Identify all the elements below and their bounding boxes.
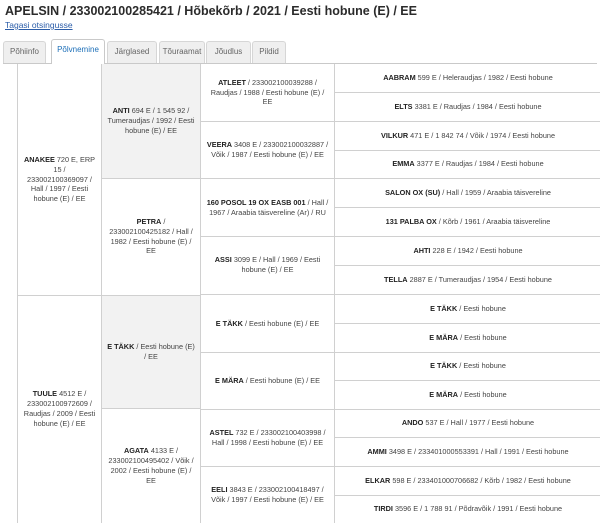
row-divider (335, 495, 600, 496)
pedigree-gen4-15[interactable] (335, 466, 600, 495)
page-title: APELSIN / 233002100285421 / Hõbekõrb / 2021 / Eesti hobune (E) / EE (5, 4, 417, 18)
pedigree-gen4-11[interactable] (335, 352, 600, 380)
horse-info: 2887 E / Tumeraudjas / 1954 / Eesti hobune (407, 274, 552, 284)
pedigree-gen4-8[interactable] (335, 265, 600, 294)
pedigree-gen3-1[interactable] (201, 64, 334, 121)
horse-info: / Eesti hobune (E) / EE (134, 341, 195, 361)
horse-info: 732 E / 233002100403998 / Hall / 1998 / Eesti hobune (E) / EE (211, 427, 326, 447)
row-divider (335, 121, 600, 122)
horse-info: / Kõrb / 1961 / Araabia täisvereline (436, 216, 551, 226)
horse-info: / Eesti hobune (458, 332, 507, 342)
horse-info: 4133 E / 233002100495402 / Võik / 2002 / Eesti hobune (E) / EE (108, 446, 194, 485)
pedigree-gen3-4[interactable] (201, 236, 334, 294)
horse-info: / Hall / 1967 / Araabia täisvereline (Ar) / RU (209, 197, 329, 217)
horse-info: 694 E / 1 545 92 / Tumeraudjas / 1992 / Eesti hobune (E) / EE (107, 106, 195, 135)
row-divider (335, 236, 600, 237)
row-divider (335, 178, 600, 179)
tab-joudlus[interactable] (206, 41, 251, 63)
row-divider (335, 352, 600, 353)
horse-name: 160 POSOL 19 OX EASB 001 (206, 197, 306, 207)
horse-name: SALON OX (SU) (385, 188, 441, 198)
row-divider (201, 121, 334, 122)
pedigree-gen3-3[interactable] (201, 179, 334, 236)
horse-name: ANTI (112, 106, 130, 116)
pedigree-gen4-3[interactable] (335, 121, 600, 150)
pedigree-gen4-14[interactable] (335, 437, 600, 466)
horse-name: ATLEET (218, 77, 246, 87)
row-divider (335, 265, 600, 266)
row-divider (201, 409, 334, 410)
pedigree-gen4-13[interactable] (335, 409, 600, 437)
horse-info: 3408 E / 233002100032887 / Võik / 1987 / Eesti hobune (E) / EE (211, 139, 329, 159)
horse-info: 3377 E / Raudjas / 1984 / Eesti hobune (414, 159, 544, 169)
row-divider (335, 150, 600, 151)
pedigree-gen4-12[interactable] (335, 380, 600, 409)
tab-label: Põlvnemine (57, 45, 99, 54)
horse-info: 598 E / 233401000706682 / Kõrb / 1982 / Eesti hobune (390, 475, 571, 485)
pedigree-dam[interactable] (18, 295, 101, 523)
tab-polvnemine[interactable] (51, 39, 105, 64)
horse-info: 3099 E / Hall / 1969 / Eesti hobune (E) / EE (231, 255, 321, 274)
pedigree-paternal-granddam[interactable] (102, 179, 200, 294)
pedigree-gen4-10[interactable] (335, 323, 600, 352)
pedigree-gen3-8[interactable] (201, 466, 334, 523)
horse-info: 599 E / Heleraudjas / 1982 / Eesti hobune (415, 73, 553, 83)
tab-touraamat[interactable] (159, 41, 205, 63)
horse-name: E MÄRA (429, 389, 459, 399)
pedigree-maternal-grandsire[interactable] (102, 295, 200, 408)
horse-name: ELTS (394, 102, 413, 112)
row-divider (201, 178, 334, 179)
tab-pohiinfo[interactable] (3, 41, 46, 63)
horse-name: TUULE (32, 389, 58, 399)
horse-info: / Hall / 1959 / Araabia täisvereline (440, 188, 551, 198)
tab-bar (3, 39, 597, 63)
horse-name: EELI (211, 484, 228, 494)
horse-info: / Eesti hobune (458, 389, 507, 399)
horse-name: TELLA (384, 274, 408, 284)
horse-name: TIRDI (373, 504, 393, 514)
pedigree-gen4-16[interactable] (335, 495, 600, 523)
horse-info: 471 E / 1 842 74 / Võik / 1974 / Eesti hobune (408, 130, 556, 140)
horse-name: ASSI (214, 255, 232, 265)
pedigree-maternal-granddam[interactable] (102, 409, 200, 523)
horse-info: / Eesti hobune (457, 361, 506, 371)
horse-name: 131 PALBA OX (385, 216, 437, 226)
horse-name: AABRAM (383, 73, 416, 83)
row-divider (102, 295, 200, 296)
row-divider (102, 178, 200, 179)
horse-name: EMMA (392, 159, 415, 169)
tab-jarglased[interactable] (107, 41, 157, 63)
horse-info: / 233002100425182 / Hall / 1982 / Eesti hobune (E) / EE (109, 216, 193, 256)
row-divider (335, 207, 600, 208)
pedigree-paternal-grandsire[interactable] (102, 64, 200, 178)
horse-name: VILKUR (380, 130, 409, 140)
horse-info: 3498 E / 233401000553391 / Hall / 1991 / Eesti hobune (386, 446, 569, 456)
pedigree-sire[interactable] (18, 64, 101, 295)
horse-info: 4512 E / 233002100972609 / Raudjas / 2009 / Eesti hobune (E) / EE (23, 389, 96, 428)
horse-name: E MÄRA (429, 332, 459, 342)
pedigree-gen4-4[interactable] (335, 150, 600, 178)
horse-name: E TÄKK (107, 341, 135, 351)
row-divider (335, 294, 600, 295)
row-divider (335, 466, 600, 467)
pedigree-gen4-2[interactable] (335, 93, 600, 121)
horse-name: E TÄKK (430, 304, 458, 314)
row-divider (335, 323, 600, 324)
horse-info: / 233002100039288 / Raudjas / 1988 / Eesti hobune (E) / EE (210, 77, 325, 107)
pedigree-gen3-5[interactable] (201, 295, 334, 352)
row-divider (335, 409, 600, 410)
horse-info: / Eesti hobune (E) / EE (243, 375, 321, 385)
pedigree-gen4-6[interactable] (335, 207, 600, 236)
horse-name: VEERA (206, 139, 232, 149)
pedigree-gen4-7[interactable] (335, 236, 600, 265)
pedigree-gen4-9[interactable] (335, 295, 600, 323)
row-divider (335, 380, 600, 381)
row-divider (335, 437, 600, 438)
row-divider (201, 294, 334, 295)
row-divider (335, 92, 600, 93)
horse-info: 537 E / Hall / 1977 / Eesti hobune (423, 418, 535, 428)
horse-name: AGATA (123, 446, 149, 456)
pedigree-tree (17, 64, 600, 523)
tab-pildid[interactable] (252, 41, 286, 63)
tab-label: Tõuraamat (162, 47, 202, 56)
horse-name: PETRA (136, 216, 162, 226)
row-divider (18, 295, 101, 296)
horse-name: E TÄKK (430, 361, 458, 371)
horse-info: 228 E / 1942 / Eesti hobune (430, 245, 523, 255)
row-divider (102, 408, 200, 409)
row-divider (201, 466, 334, 467)
horse-info: 720 E, ERP 15 / 233002100369097 / Hall / 1997 / Eesti hobune (E) / EE (27, 154, 95, 204)
horse-info: 3843 E / 233002100418497 / Võik / 1997 / Eesti hobune (E) / EE (211, 484, 324, 504)
horse-info: 3381 E / Raudjas / 1984 / Eesti hobune (412, 102, 542, 112)
pedigree-gen4-5[interactable] (335, 179, 600, 207)
horse-name: ANDO (401, 418, 424, 428)
row-divider (201, 236, 334, 237)
horse-name: ELKAR (365, 475, 391, 485)
pedigree-gen4-1[interactable] (335, 64, 600, 92)
row-divider (201, 352, 334, 353)
horse-info: 3596 E / 1 788 91 / Põdravõik / 1991 / Eesti hobune (392, 504, 563, 514)
horse-info: / Eesti hobune (E) / EE (242, 318, 320, 328)
horse-info: / Eesti hobune (457, 304, 506, 314)
tab-label: Pildid (259, 47, 279, 56)
tab-label: Jõudlus (214, 47, 243, 56)
pedigree-gen3-2[interactable] (201, 121, 334, 178)
pedigree-gen3-7[interactable] (201, 409, 334, 466)
horse-name: AHTI (413, 245, 431, 255)
horse-name: E MÄRA (214, 375, 244, 385)
horse-name: ANAKEE (24, 154, 55, 164)
tab-label: Põhiinfo (10, 47, 39, 56)
back-to-search-link[interactable]: Tagasi otsingusse (5, 20, 73, 30)
horse-name: ASTEL (209, 427, 234, 437)
horse-name: AMMI (367, 446, 387, 456)
horse-name: E TÄKK (215, 318, 243, 328)
tab-label: Järglased (114, 47, 150, 56)
pedigree-gen3-6[interactable] (201, 352, 334, 409)
